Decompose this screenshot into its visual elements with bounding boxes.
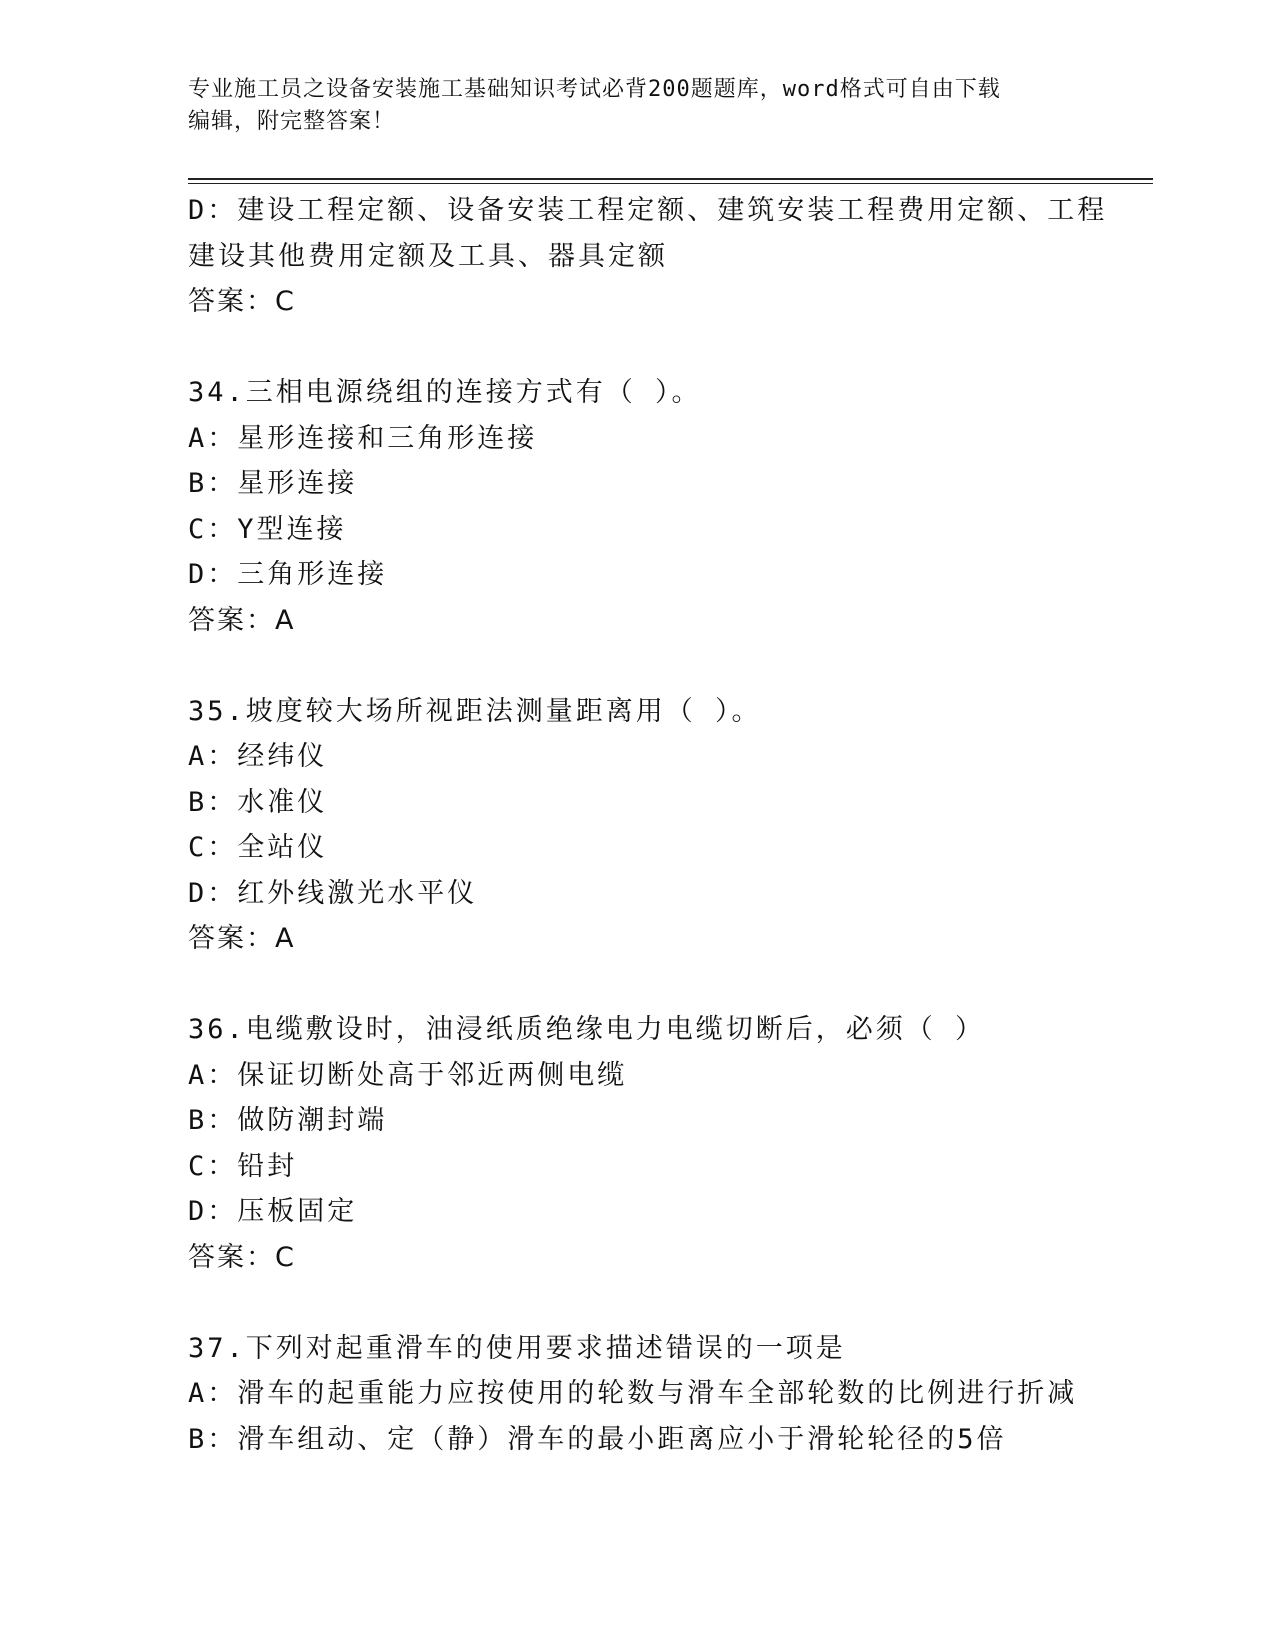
header-divider-thick: [188, 178, 1153, 180]
question-stem: 37.下列对起重滑车的使用要求描述错误的一项是: [188, 1332, 846, 1364]
header-divider-thin: [188, 183, 1153, 184]
question-stem: 36.电缆敷设时，油浸纸质绝缘电力电缆切断后，必须（ ）: [188, 1014, 986, 1045]
option-d: D：红外线激光水平仪: [188, 877, 478, 909]
option-a: A：滑车的起重能力应按使用的轮数与滑车全部轮数的比例进行折减: [188, 1378, 1078, 1409]
option-d: D：压板固定: [188, 1196, 358, 1227]
option-b: B：做防潮封端: [188, 1105, 388, 1136]
option-b: B：星形连接: [188, 468, 358, 499]
option-a: A：保证切断处高于邻近两侧电缆: [188, 1059, 628, 1091]
spacer: [188, 325, 1108, 371]
option-c: C：Y型连接: [188, 513, 347, 545]
question-33-continued: [188, 188, 1108, 325]
answer: 答案：A: [188, 604, 296, 636]
document-header: [188, 74, 1088, 138]
answer: 答案：C: [188, 1241, 296, 1273]
header-title-line-1: 专业施工员之设备安装施工基础知识考试必背200题题库，word格式可自由下载: [188, 77, 1001, 102]
question-37: [188, 1326, 1108, 1463]
option-d: D：三角形连接: [188, 559, 388, 590]
question-list: [188, 188, 1108, 1462]
header-title-line-2: 编辑，附完整答案！: [188, 109, 396, 134]
option-d-line-2: 建设其他费用定额及工具、器具定额: [188, 240, 668, 272]
option-c: C：铅封: [188, 1150, 298, 1182]
spacer: [188, 962, 1108, 1008]
question-stem: 35.坡度较大场所视距法测量距离用（ ）。: [188, 695, 762, 727]
question-35: [188, 689, 1108, 962]
option-d-line-1: D：建设工程定额、设备安装工程定额、建筑安装工程费用定额、工程: [188, 195, 1108, 226]
question-36: [188, 1007, 1108, 1280]
question-34: [188, 370, 1108, 643]
option-b: B：滑车组动、定（静）滑车的最小距离应小于滑轮轮径的5倍: [188, 1423, 1007, 1455]
option-c: C：全站仪: [188, 832, 328, 863]
option-b: B：水准仪: [188, 786, 328, 818]
spacer: [188, 643, 1108, 689]
answer-33: 答案：C: [188, 286, 296, 317]
answer: 答案：A: [188, 923, 296, 954]
spacer: [188, 1280, 1108, 1326]
question-stem: 34.三相电源绕组的连接方式有（ ）。: [188, 377, 702, 408]
option-a: A：经纬仪: [188, 741, 328, 772]
option-a: A：星形连接和三角形连接: [188, 422, 538, 454]
